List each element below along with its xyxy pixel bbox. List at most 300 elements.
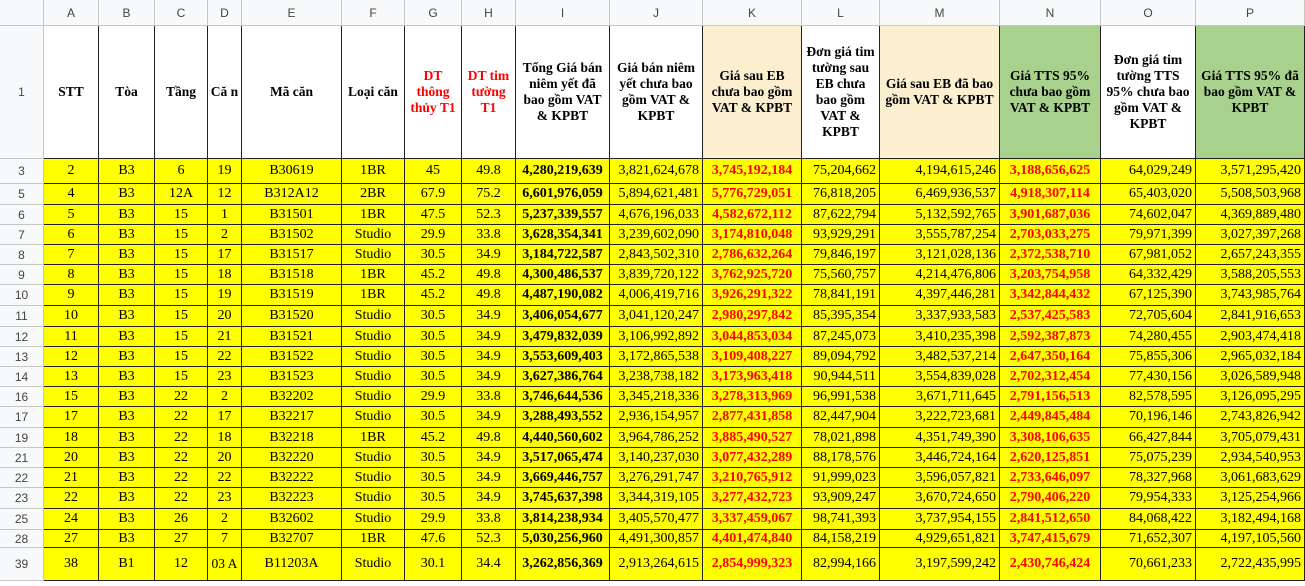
cell-b[interactable]: B1 — [99, 548, 155, 581]
cell-i[interactable]: 3,184,722,587 — [516, 245, 610, 265]
cell-c[interactable]: 15 — [155, 265, 208, 285]
header-cell-f[interactable]: Loại căn — [342, 26, 405, 159]
cell-b[interactable]: B3 — [99, 225, 155, 245]
cell-h[interactable]: 49.8 — [462, 428, 516, 448]
cell-h[interactable]: 49.8 — [462, 159, 516, 184]
cell-k[interactable]: 2,980,297,842 — [703, 306, 802, 327]
cell-i[interactable]: 4,280,219,639 — [516, 159, 610, 184]
cell-f[interactable]: Studio — [342, 488, 405, 509]
cell-k[interactable]: 5,776,729,051 — [703, 184, 802, 205]
cell-i[interactable]: 3,627,386,764 — [516, 367, 610, 387]
header-cell-n[interactable]: Giá TTS 95% chưa bao gồm VAT & KPBT — [1000, 26, 1101, 159]
cell-j[interactable]: 3,344,319,105 — [610, 488, 703, 509]
row-header[interactable]: 1 — [0, 26, 44, 159]
cell-e[interactable]: B32222 — [242, 468, 342, 488]
cell-a[interactable]: 15 — [44, 387, 99, 407]
cell-j[interactable]: 4,676,196,033 — [610, 205, 703, 225]
cell-f[interactable]: Studio — [342, 387, 405, 407]
cell-e[interactable]: B312A12 — [242, 184, 342, 205]
cell-c[interactable]: 15 — [155, 306, 208, 327]
cell-e[interactable]: B31502 — [242, 225, 342, 245]
cell-l[interactable]: 76,818,205 — [802, 184, 880, 205]
cell-g[interactable]: 30.5 — [405, 407, 462, 428]
cell-j[interactable]: 3,106,992,892 — [610, 327, 703, 347]
cell-f[interactable]: 1BR — [342, 285, 405, 306]
cell-a[interactable]: 5 — [44, 205, 99, 225]
row-header[interactable]: 5 — [0, 184, 44, 205]
cell-c[interactable]: 15 — [155, 285, 208, 306]
cell-o[interactable]: 70,196,146 — [1101, 407, 1196, 428]
cell-m[interactable]: 3,671,711,645 — [880, 387, 1000, 407]
cell-h[interactable]: 49.8 — [462, 285, 516, 306]
cell-e[interactable]: B31520 — [242, 306, 342, 327]
row-header[interactable]: 10 — [0, 285, 44, 306]
cell-h[interactable]: 75.2 — [462, 184, 516, 205]
cell-h[interactable]: 34.9 — [462, 407, 516, 428]
cell-n[interactable]: 2,537,425,583 — [1000, 306, 1101, 327]
cell-d[interactable]: 19 — [208, 285, 242, 306]
row-header[interactable]: 14 — [0, 367, 44, 387]
cell-j[interactable]: 2,913,264,615 — [610, 548, 703, 581]
cell-e[interactable]: B31522 — [242, 347, 342, 367]
cell-c[interactable]: 15 — [155, 205, 208, 225]
cell-d[interactable]: 22 — [208, 468, 242, 488]
cell-g[interactable]: 45.2 — [405, 285, 462, 306]
cell-k[interactable]: 4,582,672,112 — [703, 205, 802, 225]
cell-f[interactable]: 1BR — [342, 205, 405, 225]
row-header[interactable]: 19 — [0, 428, 44, 448]
cell-o[interactable]: 78,327,968 — [1101, 468, 1196, 488]
cell-o[interactable]: 74,280,455 — [1101, 327, 1196, 347]
cell-e[interactable]: B31521 — [242, 327, 342, 347]
cell-m[interactable]: 5,132,592,765 — [880, 205, 1000, 225]
cell-p[interactable]: 2,841,916,653 — [1196, 306, 1305, 327]
cell-a[interactable]: 27 — [44, 530, 99, 548]
cell-m[interactable]: 4,214,476,806 — [880, 265, 1000, 285]
column-header-p[interactable]: P — [1196, 0, 1305, 26]
cell-k[interactable]: 3,077,432,289 — [703, 448, 802, 468]
column-header-g[interactable]: G — [405, 0, 462, 26]
cell-l[interactable]: 79,846,197 — [802, 245, 880, 265]
cell-l[interactable]: 85,395,354 — [802, 306, 880, 327]
cell-l[interactable]: 89,094,792 — [802, 347, 880, 367]
cell-k[interactable]: 2,877,431,858 — [703, 407, 802, 428]
cell-l[interactable]: 88,178,576 — [802, 448, 880, 468]
cell-k[interactable]: 3,044,853,034 — [703, 327, 802, 347]
cell-j[interactable]: 3,345,218,336 — [610, 387, 703, 407]
column-header-i[interactable]: I — [516, 0, 610, 26]
cell-j[interactable]: 2,843,502,310 — [610, 245, 703, 265]
cell-a[interactable]: 20 — [44, 448, 99, 468]
cell-h[interactable]: 34.9 — [462, 347, 516, 367]
cell-a[interactable]: 17 — [44, 407, 99, 428]
cell-c[interactable]: 15 — [155, 225, 208, 245]
cell-c[interactable]: 12 — [155, 548, 208, 581]
row-header[interactable]: 8 — [0, 245, 44, 265]
cell-g[interactable]: 30.5 — [405, 306, 462, 327]
cell-a[interactable]: 22 — [44, 488, 99, 509]
cell-h[interactable]: 33.8 — [462, 387, 516, 407]
cell-p[interactable]: 3,126,095,295 — [1196, 387, 1305, 407]
cell-m[interactable]: 3,197,599,242 — [880, 548, 1000, 581]
header-cell-i[interactable]: Tổng Giá bán niêm yết đã bao gồm VAT & KPBT — [516, 26, 610, 159]
cell-g[interactable]: 30.5 — [405, 347, 462, 367]
column-header-l[interactable]: L — [802, 0, 880, 26]
cell-d[interactable]: 22 — [208, 347, 242, 367]
cell-e[interactable]: B31518 — [242, 265, 342, 285]
cell-i[interactable]: 5,237,339,557 — [516, 205, 610, 225]
cell-f[interactable]: Studio — [342, 367, 405, 387]
cell-l[interactable]: 82,447,904 — [802, 407, 880, 428]
cell-n[interactable]: 2,647,350,164 — [1000, 347, 1101, 367]
cell-p[interactable]: 3,027,397,268 — [1196, 225, 1305, 245]
cell-n[interactable]: 2,372,538,710 — [1000, 245, 1101, 265]
cell-m[interactable]: 4,351,749,390 — [880, 428, 1000, 448]
cell-p[interactable]: 4,197,105,560 — [1196, 530, 1305, 548]
cell-k[interactable]: 3,173,963,418 — [703, 367, 802, 387]
cell-n[interactable]: 2,620,125,851 — [1000, 448, 1101, 468]
cell-d[interactable]: 12 — [208, 184, 242, 205]
cell-n[interactable]: 2,702,312,454 — [1000, 367, 1101, 387]
cell-g[interactable]: 29.9 — [405, 387, 462, 407]
cell-o[interactable]: 64,332,429 — [1101, 265, 1196, 285]
cell-a[interactable]: 24 — [44, 509, 99, 530]
row-header[interactable]: 3 — [0, 159, 44, 184]
cell-b[interactable]: B3 — [99, 428, 155, 448]
cell-d[interactable]: 17 — [208, 407, 242, 428]
cell-a[interactable]: 11 — [44, 327, 99, 347]
cell-l[interactable]: 75,204,662 — [802, 159, 880, 184]
header-cell-g[interactable]: DT thông thủy T1 — [405, 26, 462, 159]
cell-l[interactable]: 98,741,393 — [802, 509, 880, 530]
cell-b[interactable]: B3 — [99, 159, 155, 184]
cell-c[interactable]: 22 — [155, 428, 208, 448]
cell-i[interactable]: 4,487,190,082 — [516, 285, 610, 306]
cell-b[interactable]: B3 — [99, 265, 155, 285]
cell-p[interactable]: 4,369,889,480 — [1196, 205, 1305, 225]
cell-m[interactable]: 3,482,537,214 — [880, 347, 1000, 367]
cell-i[interactable]: 3,553,609,403 — [516, 347, 610, 367]
cell-k[interactable]: 3,762,925,720 — [703, 265, 802, 285]
cell-m[interactable]: 6,469,936,537 — [880, 184, 1000, 205]
cell-p[interactable]: 3,588,205,553 — [1196, 265, 1305, 285]
cell-f[interactable]: Studio — [342, 407, 405, 428]
cell-c[interactable]: 15 — [155, 367, 208, 387]
cell-m[interactable]: 3,596,057,821 — [880, 468, 1000, 488]
cell-p[interactable]: 5,508,503,968 — [1196, 184, 1305, 205]
cell-f[interactable]: 1BR — [342, 159, 405, 184]
row-header[interactable]: 23 — [0, 488, 44, 509]
select-all-corner[interactable] — [0, 0, 44, 26]
cell-a[interactable]: 6 — [44, 225, 99, 245]
column-header-a[interactable]: A — [44, 0, 99, 26]
cell-g[interactable]: 47.6 — [405, 530, 462, 548]
cell-c[interactable]: 26 — [155, 509, 208, 530]
row-header[interactable]: 7 — [0, 225, 44, 245]
cell-n[interactable]: 3,308,106,635 — [1000, 428, 1101, 448]
cell-e[interactable]: B30619 — [242, 159, 342, 184]
cell-b[interactable]: B3 — [99, 327, 155, 347]
cell-p[interactable]: 3,182,494,168 — [1196, 509, 1305, 530]
cell-m[interactable]: 4,397,446,281 — [880, 285, 1000, 306]
cell-a[interactable]: 38 — [44, 548, 99, 581]
cell-f[interactable]: Studio — [342, 245, 405, 265]
cell-d[interactable]: 1 — [208, 205, 242, 225]
cell-b[interactable]: B3 — [99, 285, 155, 306]
cell-j[interactable]: 5,894,621,481 — [610, 184, 703, 205]
column-header-c[interactable]: C — [155, 0, 208, 26]
cell-j[interactable]: 3,276,291,747 — [610, 468, 703, 488]
cell-i[interactable]: 3,746,644,536 — [516, 387, 610, 407]
row-header[interactable]: 22 — [0, 468, 44, 488]
cell-n[interactable]: 3,747,415,679 — [1000, 530, 1101, 548]
cell-f[interactable]: 1BR — [342, 530, 405, 548]
cell-e[interactable]: B31519 — [242, 285, 342, 306]
cell-j[interactable]: 3,839,720,122 — [610, 265, 703, 285]
cell-l[interactable]: 75,560,757 — [802, 265, 880, 285]
cell-o[interactable]: 84,068,422 — [1101, 509, 1196, 530]
cell-k[interactable]: 3,109,408,227 — [703, 347, 802, 367]
cell-m[interactable]: 3,121,028,136 — [880, 245, 1000, 265]
cell-b[interactable]: B3 — [99, 448, 155, 468]
cell-o[interactable]: 79,954,333 — [1101, 488, 1196, 509]
cell-f[interactable]: Studio — [342, 548, 405, 581]
cell-d[interactable]: 21 — [208, 327, 242, 347]
cell-e[interactable]: B32202 — [242, 387, 342, 407]
cell-i[interactable]: 5,030,256,960 — [516, 530, 610, 548]
cell-n[interactable]: 2,733,646,097 — [1000, 468, 1101, 488]
header-cell-m[interactable]: Giá sau EB đã bao gồm VAT & KPBT — [880, 26, 1000, 159]
cell-b[interactable]: B3 — [99, 468, 155, 488]
cell-p[interactable]: 3,743,985,764 — [1196, 285, 1305, 306]
cell-p[interactable]: 2,934,540,953 — [1196, 448, 1305, 468]
cell-n[interactable]: 3,203,754,958 — [1000, 265, 1101, 285]
cell-c[interactable]: 12A — [155, 184, 208, 205]
cell-p[interactable]: 2,965,032,184 — [1196, 347, 1305, 367]
cell-j[interactable]: 3,172,865,538 — [610, 347, 703, 367]
cell-g[interactable]: 30.5 — [405, 488, 462, 509]
cell-i[interactable]: 6,601,976,059 — [516, 184, 610, 205]
cell-l[interactable]: 78,841,191 — [802, 285, 880, 306]
cell-i[interactable]: 3,628,354,341 — [516, 225, 610, 245]
cell-f[interactable]: Studio — [342, 448, 405, 468]
cell-h[interactable]: 34.9 — [462, 488, 516, 509]
cell-i[interactable]: 3,288,493,552 — [516, 407, 610, 428]
cell-k[interactable]: 3,926,291,322 — [703, 285, 802, 306]
row-header[interactable]: 16 — [0, 387, 44, 407]
cell-j[interactable]: 3,239,602,090 — [610, 225, 703, 245]
cell-k[interactable]: 3,277,432,723 — [703, 488, 802, 509]
column-header-o[interactable]: O — [1101, 0, 1196, 26]
cell-k[interactable]: 2,854,999,323 — [703, 548, 802, 581]
cell-k[interactable]: 3,278,313,969 — [703, 387, 802, 407]
cell-c[interactable]: 22 — [155, 468, 208, 488]
row-header[interactable]: 13 — [0, 347, 44, 367]
cell-e[interactable]: B32602 — [242, 509, 342, 530]
cell-m[interactable]: 3,337,933,583 — [880, 306, 1000, 327]
cell-n[interactable]: 2,841,512,650 — [1000, 509, 1101, 530]
cell-e[interactable]: B32220 — [242, 448, 342, 468]
row-header[interactable]: 28 — [0, 530, 44, 548]
cell-d[interactable]: 20 — [208, 448, 242, 468]
cell-l[interactable]: 87,622,794 — [802, 205, 880, 225]
cell-c[interactable]: 15 — [155, 347, 208, 367]
cell-n[interactable]: 2,703,033,275 — [1000, 225, 1101, 245]
row-header[interactable]: 6 — [0, 205, 44, 225]
cell-f[interactable]: 1BR — [342, 428, 405, 448]
cell-b[interactable]: B3 — [99, 367, 155, 387]
cell-h[interactable]: 34.9 — [462, 448, 516, 468]
cell-g[interactable]: 30.5 — [405, 327, 462, 347]
cell-f[interactable]: Studio — [342, 327, 405, 347]
cell-d[interactable]: 18 — [208, 265, 242, 285]
cell-g[interactable]: 45.2 — [405, 428, 462, 448]
cell-a[interactable]: 9 — [44, 285, 99, 306]
cell-j[interactable]: 3,041,120,247 — [610, 306, 703, 327]
column-header-f[interactable]: F — [342, 0, 405, 26]
cell-i[interactable]: 3,517,065,474 — [516, 448, 610, 468]
cell-j[interactable]: 2,936,154,957 — [610, 407, 703, 428]
cell-i[interactable]: 3,479,832,039 — [516, 327, 610, 347]
cell-b[interactable]: B3 — [99, 407, 155, 428]
cell-l[interactable]: 96,991,538 — [802, 387, 880, 407]
cell-c[interactable]: 6 — [155, 159, 208, 184]
column-header-h[interactable]: H — [462, 0, 516, 26]
cell-h[interactable]: 33.8 — [462, 509, 516, 530]
header-cell-d[interactable]: Că n — [208, 26, 242, 159]
column-header-k[interactable]: K — [703, 0, 802, 26]
cell-c[interactable]: 22 — [155, 387, 208, 407]
cell-a[interactable]: 7 — [44, 245, 99, 265]
header-cell-h[interactable]: DT tim tường T1 — [462, 26, 516, 159]
cell-k[interactable]: 4,401,474,840 — [703, 530, 802, 548]
cell-j[interactable]: 4,491,300,857 — [610, 530, 703, 548]
column-header-b[interactable]: B — [99, 0, 155, 26]
cell-m[interactable]: 3,410,235,398 — [880, 327, 1000, 347]
cell-m[interactable]: 3,670,724,650 — [880, 488, 1000, 509]
cell-e[interactable]: B32707 — [242, 530, 342, 548]
row-header[interactable]: 17 — [0, 407, 44, 428]
cell-d[interactable]: 03 A — [208, 548, 242, 581]
cell-e[interactable]: B32217 — [242, 407, 342, 428]
cell-b[interactable]: B3 — [99, 306, 155, 327]
cell-o[interactable]: 82,578,595 — [1101, 387, 1196, 407]
cell-b[interactable]: B3 — [99, 205, 155, 225]
cell-m[interactable]: 3,555,787,254 — [880, 225, 1000, 245]
cell-f[interactable]: Studio — [342, 347, 405, 367]
cell-b[interactable]: B3 — [99, 530, 155, 548]
row-header[interactable]: 9 — [0, 265, 44, 285]
cell-p[interactable]: 3,571,295,420 — [1196, 159, 1305, 184]
cell-k[interactable]: 3,337,459,067 — [703, 509, 802, 530]
cell-f[interactable]: Studio — [342, 225, 405, 245]
cell-c[interactable]: 15 — [155, 245, 208, 265]
cell-d[interactable]: 18 — [208, 428, 242, 448]
column-header-d[interactable]: D — [208, 0, 242, 26]
cell-i[interactable]: 3,262,856,369 — [516, 548, 610, 581]
row-header[interactable]: 21 — [0, 448, 44, 468]
cell-d[interactable]: 20 — [208, 306, 242, 327]
cell-a[interactable]: 10 — [44, 306, 99, 327]
cell-a[interactable]: 13 — [44, 367, 99, 387]
cell-o[interactable]: 71,652,307 — [1101, 530, 1196, 548]
cell-b[interactable]: B3 — [99, 184, 155, 205]
cell-l[interactable]: 84,158,219 — [802, 530, 880, 548]
cell-g[interactable]: 30.1 — [405, 548, 462, 581]
header-cell-p[interactable]: Giá TTS 95% đã bao gồm VAT & KPBT — [1196, 26, 1305, 159]
cell-e[interactable]: B31501 — [242, 205, 342, 225]
cell-b[interactable]: B3 — [99, 245, 155, 265]
cell-l[interactable]: 93,909,247 — [802, 488, 880, 509]
header-cell-c[interactable]: Tầng — [155, 26, 208, 159]
cell-i[interactable]: 4,300,486,537 — [516, 265, 610, 285]
cell-h[interactable]: 34.4 — [462, 548, 516, 581]
cell-l[interactable]: 90,944,511 — [802, 367, 880, 387]
cell-f[interactable]: Studio — [342, 306, 405, 327]
cell-o[interactable]: 75,855,306 — [1101, 347, 1196, 367]
cell-b[interactable]: B3 — [99, 347, 155, 367]
cell-m[interactable]: 4,194,615,246 — [880, 159, 1000, 184]
cell-c[interactable]: 27 — [155, 530, 208, 548]
cell-j[interactable]: 3,964,786,252 — [610, 428, 703, 448]
cell-o[interactable]: 67,981,052 — [1101, 245, 1196, 265]
cell-b[interactable]: B3 — [99, 387, 155, 407]
cell-a[interactable]: 8 — [44, 265, 99, 285]
cell-n[interactable]: 4,918,307,114 — [1000, 184, 1101, 205]
cell-g[interactable]: 29.9 — [405, 509, 462, 530]
column-header-m[interactable]: M — [880, 0, 1000, 26]
header-cell-a[interactable]: STT — [44, 26, 99, 159]
cell-h[interactable]: 34.9 — [462, 468, 516, 488]
header-cell-j[interactable]: Giá bán niêm yết chưa bao gồm VAT & KPBT — [610, 26, 703, 159]
cell-m[interactable]: 4,929,651,821 — [880, 530, 1000, 548]
cell-c[interactable]: 15 — [155, 327, 208, 347]
cell-e[interactable]: B31523 — [242, 367, 342, 387]
cell-d[interactable]: 2 — [208, 509, 242, 530]
cell-o[interactable]: 66,427,844 — [1101, 428, 1196, 448]
cell-n[interactable]: 2,430,746,424 — [1000, 548, 1101, 581]
cell-h[interactable]: 49.8 — [462, 265, 516, 285]
cell-d[interactable]: 23 — [208, 488, 242, 509]
cell-d[interactable]: 17 — [208, 245, 242, 265]
cell-o[interactable]: 70,661,233 — [1101, 548, 1196, 581]
cell-c[interactable]: 22 — [155, 488, 208, 509]
cell-g[interactable]: 29.9 — [405, 225, 462, 245]
row-header[interactable]: 39 — [0, 548, 44, 581]
cell-i[interactable]: 4,440,560,602 — [516, 428, 610, 448]
cell-d[interactable]: 2 — [208, 387, 242, 407]
cell-a[interactable]: 21 — [44, 468, 99, 488]
header-cell-l[interactable]: Đơn giá tim tường sau EB chưa bao gồm VAT & KPBT — [802, 26, 880, 159]
cell-g[interactable]: 30.5 — [405, 245, 462, 265]
header-cell-b[interactable]: Tòa — [99, 26, 155, 159]
cell-e[interactable]: B31517 — [242, 245, 342, 265]
header-cell-e[interactable]: Mã căn — [242, 26, 342, 159]
cell-h[interactable]: 34.9 — [462, 367, 516, 387]
cell-a[interactable]: 18 — [44, 428, 99, 448]
cell-o[interactable]: 65,403,020 — [1101, 184, 1196, 205]
cell-h[interactable]: 52.3 — [462, 530, 516, 548]
cell-p[interactable]: 2,722,435,995 — [1196, 548, 1305, 581]
cell-p[interactable]: 2,903,474,418 — [1196, 327, 1305, 347]
cell-n[interactable]: 3,188,656,625 — [1000, 159, 1101, 184]
cell-i[interactable]: 3,814,238,934 — [516, 509, 610, 530]
cell-i[interactable]: 3,406,054,677 — [516, 306, 610, 327]
cell-a[interactable]: 2 — [44, 159, 99, 184]
cell-o[interactable]: 77,430,156 — [1101, 367, 1196, 387]
cell-l[interactable]: 91,999,023 — [802, 468, 880, 488]
cell-m[interactable]: 3,446,724,164 — [880, 448, 1000, 468]
